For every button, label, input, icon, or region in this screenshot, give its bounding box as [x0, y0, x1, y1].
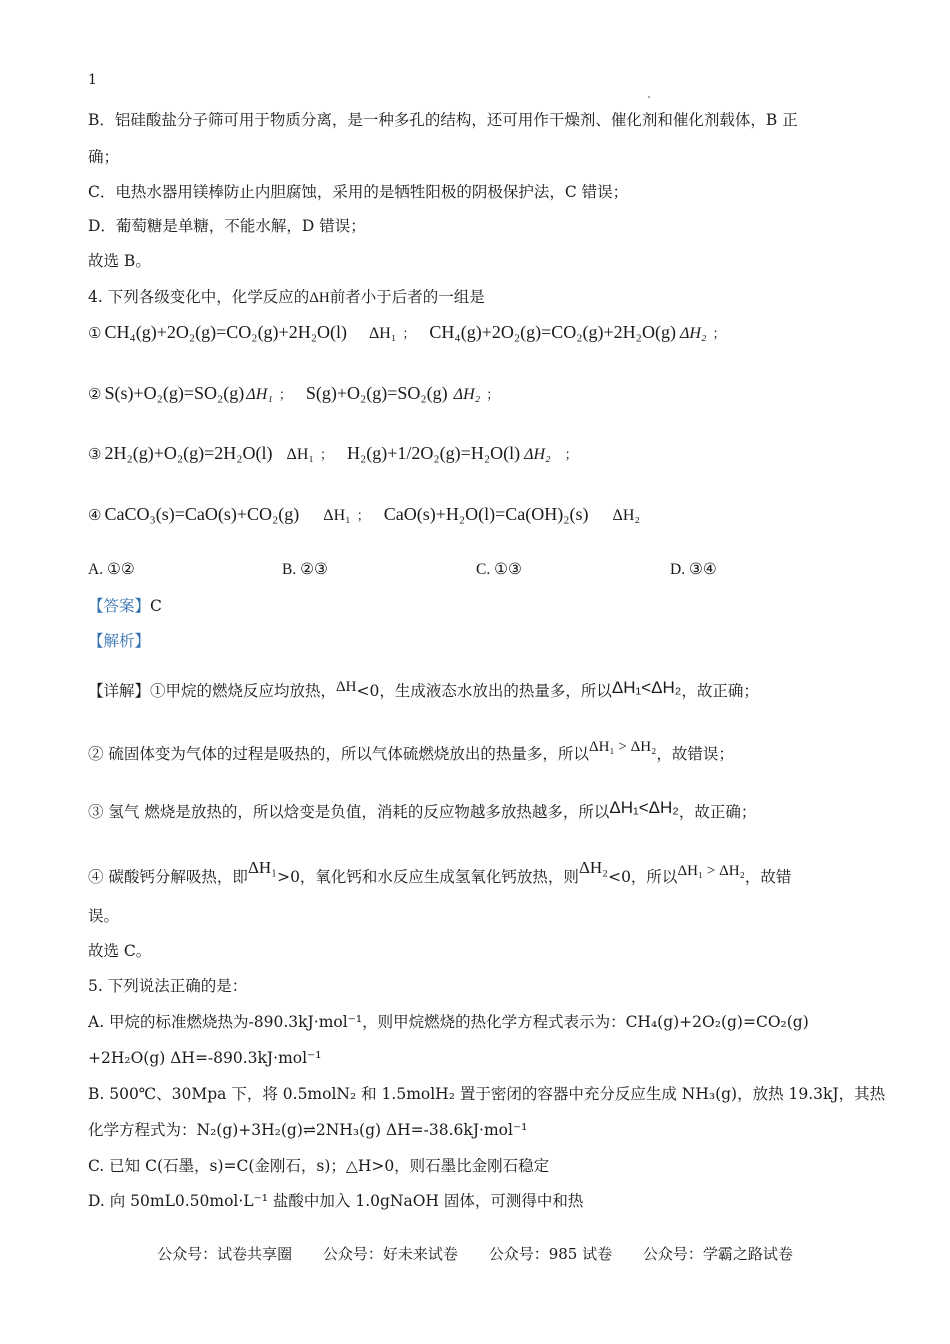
delta-h1: ΔH₁: [286, 446, 314, 463]
equation-1b: CH₄(g)+2O₂(g)=CO₂(g)+2H₂O(g): [429, 322, 676, 342]
dh-comparison-2: ΔH₁ > ΔH₂: [588, 739, 657, 755]
delta-h2: ΔH₂: [679, 325, 707, 342]
equation-3b: H₂(g)+1/2O₂(g)=H₂O(l): [346, 443, 521, 463]
q3-option-b-line1: B．铝硅酸盐分子筛可用于物质分离，是一种多孔的结构，还可用作干燥剂、催化剂和催化剂载体，B 正: [88, 111, 798, 129]
delta-h2: ΔH₂: [524, 446, 551, 463]
q5-stem: 5. 下列说法正确的是：: [88, 977, 248, 995]
delta-h2: ΔH₂: [453, 386, 481, 403]
delta-h1: ΔH₁: [246, 386, 273, 403]
detail-line-2: ② 硫固体变为气体的过程是吸热的，所以气体硫燃烧放出的热量多，所以ΔH₁ > ΔH₂，故错误；: [88, 739, 734, 763]
q3-option-c: C．电热水器用镁棒防止内胆腐蚀，采用的是牺牲阳极的阴极保护法，C 错误；: [88, 183, 629, 201]
equation-2a: S(s)+O₂(g)=SO₂(g): [104, 383, 245, 403]
footer-item: 公众号：学霸之路试卷: [642, 1245, 793, 1263]
q4-option-b: B. ②③: [282, 561, 328, 578]
footer-item: 公众号：985 试卷: [488, 1245, 613, 1263]
equation-4a: CaCO₃(s)=CaO(s)+CO₂(g): [104, 504, 300, 524]
delta-h1: ΔH₁: [323, 507, 351, 524]
dh-comparison-3: ΔH₁<ΔH₂: [609, 798, 679, 817]
answer-tag: 【答案】: [88, 597, 151, 615]
q5-option-b-line1: B. 500℃、30Mpa 下，将 0.5molN₂ 和 1.5molH₂ 置于密闭的容器中充分反应生成 NH₃(g)，放热 19.3kJ，其热: [88, 1085, 886, 1103]
footer-item: 公众号：好未来试卷: [322, 1245, 458, 1263]
scan-dot: [648, 96, 650, 98]
page-number: 1: [88, 72, 97, 88]
q5-option-c: C. 已知 C(石墨，s)=C(金刚石，s)；△H>0，则石墨比金刚石稳定: [88, 1157, 550, 1175]
q5-option-a-line2: +2H₂O(g) ΔH=-890.3kJ·mol⁻¹: [88, 1049, 322, 1067]
detail-line-1: 【详解】①甲烷的燃烧反应均放热，ΔH<0，生成液态水放出的热量多，所以ΔH₁<ΔH₂，故正确；: [88, 678, 759, 700]
q4-option-d: D. ③④: [670, 561, 717, 578]
q4-option-a: A. ①②: [88, 561, 135, 578]
equation-4b: CaO(s)+H₂O(l)=Ca(OH)₂(s): [383, 504, 589, 524]
q4-item-2: ② S(s)+O₂(g)=SO₂(g) ΔH₁ ； S(g)+O₂(g)=SO₂(g) ΔH₂ ；: [88, 383, 500, 403]
q5-option-b-line2: 化学方程式为：N₂(g)+3H₂(g)⇌2NH₃(g) ΔH=-38.6kJ·mol⁻¹: [88, 1121, 528, 1139]
q4-option-c: C. ①③: [476, 561, 522, 578]
footer-item: 公众号：试卷共享圈: [157, 1245, 293, 1263]
delta-h-symbol: ΔH: [309, 290, 330, 306]
equation-2b: S(g)+O₂(g)=SO₂(g): [305, 383, 448, 403]
q4-item-1: ① CH₄(g)+2O₂(g)=CO₂(g)+2H₂O(l) ΔH₁ ； CH₄(g)+2O₂(g)=CO₂(g)+2H₂O(g) ΔH₂ ；: [88, 322, 726, 342]
detail-choice: 故选 C。: [88, 942, 152, 960]
q5-option-d: D. 向 50mL0.50mol·L⁻¹ 盐酸中加入 1.0gNaOH 固体，可测得中和热: [88, 1192, 584, 1210]
q4-item-4: ④ CaCO₃(s)=CaO(s)+CO₂(g) ΔH₁ ； CaO(s)+H₂O(l)=Ca(OH)₂(s) ΔH₂: [88, 504, 640, 524]
detail-line-3: ③ 氢气 燃烧是放热的，所以焓变是负值，消耗的反应物越多放热越多，所以ΔH₁<ΔH₂，故正确；: [88, 798, 757, 821]
equation-3a: 2H₂(g)+O₂(g)=2H₂O(l): [104, 443, 273, 463]
footer: [0, 1243, 950, 1264]
dh-comparison-1: ΔH₁<ΔH₂: [611, 678, 682, 697]
q4-item-3: ③ 2H₂(g)+O₂(g)=2H₂O(l) ΔH₁ ； H₂(g)+1/2O₂(g)=H₂O(l) ΔH₂ ；: [88, 443, 578, 463]
q4-stem: 4. 下列各级变化中，化学反应的ΔH前者小于后者的一组是: [88, 288, 485, 306]
equation-1a: CH₄(g)+2O₂(g)=CO₂(g)+2H₂O(l): [104, 322, 347, 342]
delta-h2: ΔH₂: [612, 507, 640, 524]
q3-option-d: D．葡萄糖是单糖，不能水解，D 错误；: [88, 217, 366, 235]
detail-line-4: ④ 碳酸钙分解吸热，即ΔH₁>0，氧化钙和水反应生成氢氧化钙放热，则ΔH₂<0，所以ΔH₁ > ΔH₂，故错: [88, 858, 792, 886]
q3-option-b-line2: 确；: [88, 148, 120, 166]
q5-option-a-line1: A. 甲烷的标准燃烧热为-890.3kJ·mol⁻¹，则甲烷燃烧的热化学方程式表示为：CH₄(g)+2O₂(g)=CO₂(g): [88, 1013, 809, 1031]
dh-comparison-4: ΔH₁ > ΔH₂: [677, 863, 745, 879]
delta-h1: ΔH₁: [368, 325, 397, 342]
q4-analysis-tag: 【解析】: [88, 632, 151, 650]
q3-choice: 故选 B。: [88, 252, 151, 270]
detail-line-5: 误。: [88, 907, 120, 925]
q4-answer: 【答案】C: [88, 597, 162, 615]
